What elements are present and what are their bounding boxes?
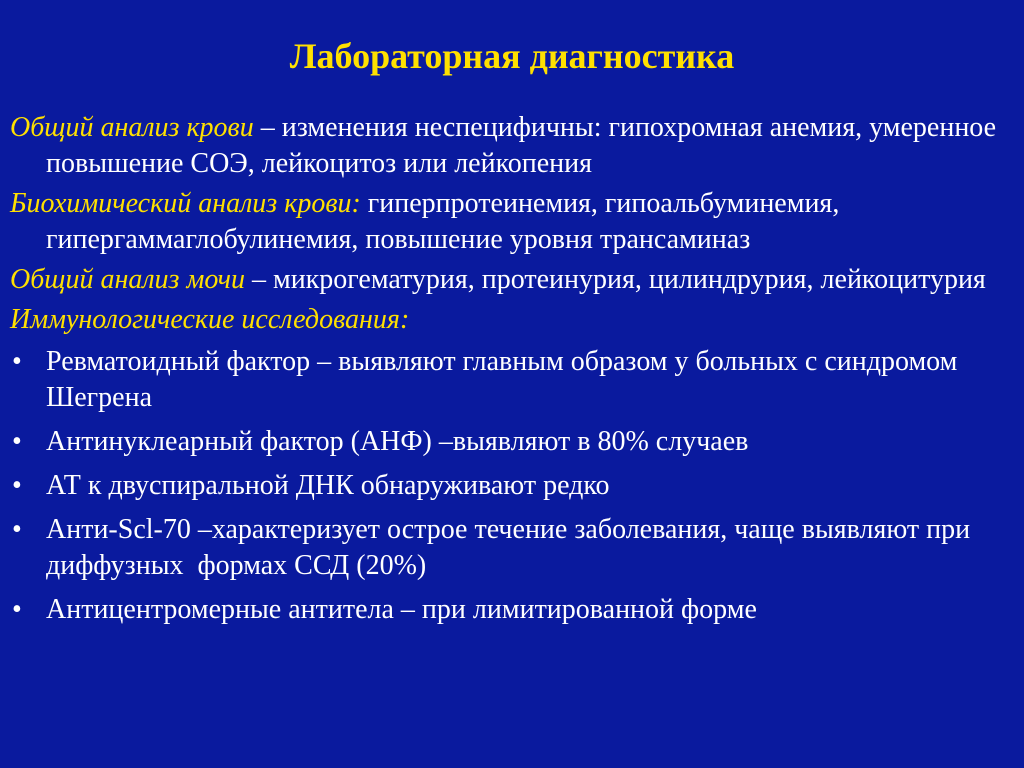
paragraph-lead: Биохимический анализ крови:	[10, 188, 361, 219]
list-item	[10, 512, 1020, 584]
list-item-text: Антинуклеарный фактор (АНФ) –выявляют в 80% случаев	[46, 426, 749, 457]
bullet-icon: •	[12, 470, 22, 501]
list-item-text: АТ к двуспиральной ДНК обнаруживают редко	[46, 470, 610, 501]
list-item	[10, 592, 1020, 628]
bullet-icon: •	[12, 426, 22, 457]
bullet-icon: •	[12, 594, 22, 625]
immunology-list	[10, 344, 1020, 628]
slide-body	[10, 110, 1020, 636]
paragraph-text: – микрогематурия, протеинурия, цилиндрурия, лейкоцитурия	[244, 264, 986, 295]
slide-title: Лабораторная диагностика	[289, 36, 735, 76]
list-item	[10, 468, 1020, 504]
list-item-text: Анти-Scl-70 –характеризует острое течение заболевания, чаще выявляют при диффузных формах ССД (20%)	[46, 514, 978, 581]
paragraph-lead: Общий анализ крови	[10, 112, 254, 143]
list-item-text: Ревматоидный фактор – выявляют главным образом у больных с синдромом Шегрена	[46, 346, 958, 413]
paragraph-text: гиперпротеинемия, гипоальбуминемия, гипергаммаглобулинемия, повышение уровня трансаминаз	[46, 188, 840, 255]
immunology-heading: Иммунологические исследования:	[10, 304, 410, 335]
list-item-text: Антицентромерные антитела – при лимитированной форме	[46, 594, 757, 625]
list-item	[10, 344, 1020, 416]
paragraph-urine-test	[10, 262, 1020, 298]
bullet-icon: •	[12, 346, 22, 377]
paragraph-text: – изменения неспецифичны: гипохромная анемия, умеренное повышение СОЭ, лейкоцитоз или лейкопения	[46, 112, 997, 179]
paragraph-lead: Общий анализ мочи	[10, 264, 245, 295]
list-item	[10, 424, 1020, 460]
bullet-icon: •	[12, 514, 22, 545]
paragraph-blood-test	[10, 110, 1020, 182]
paragraph-biochemistry	[10, 186, 1020, 258]
